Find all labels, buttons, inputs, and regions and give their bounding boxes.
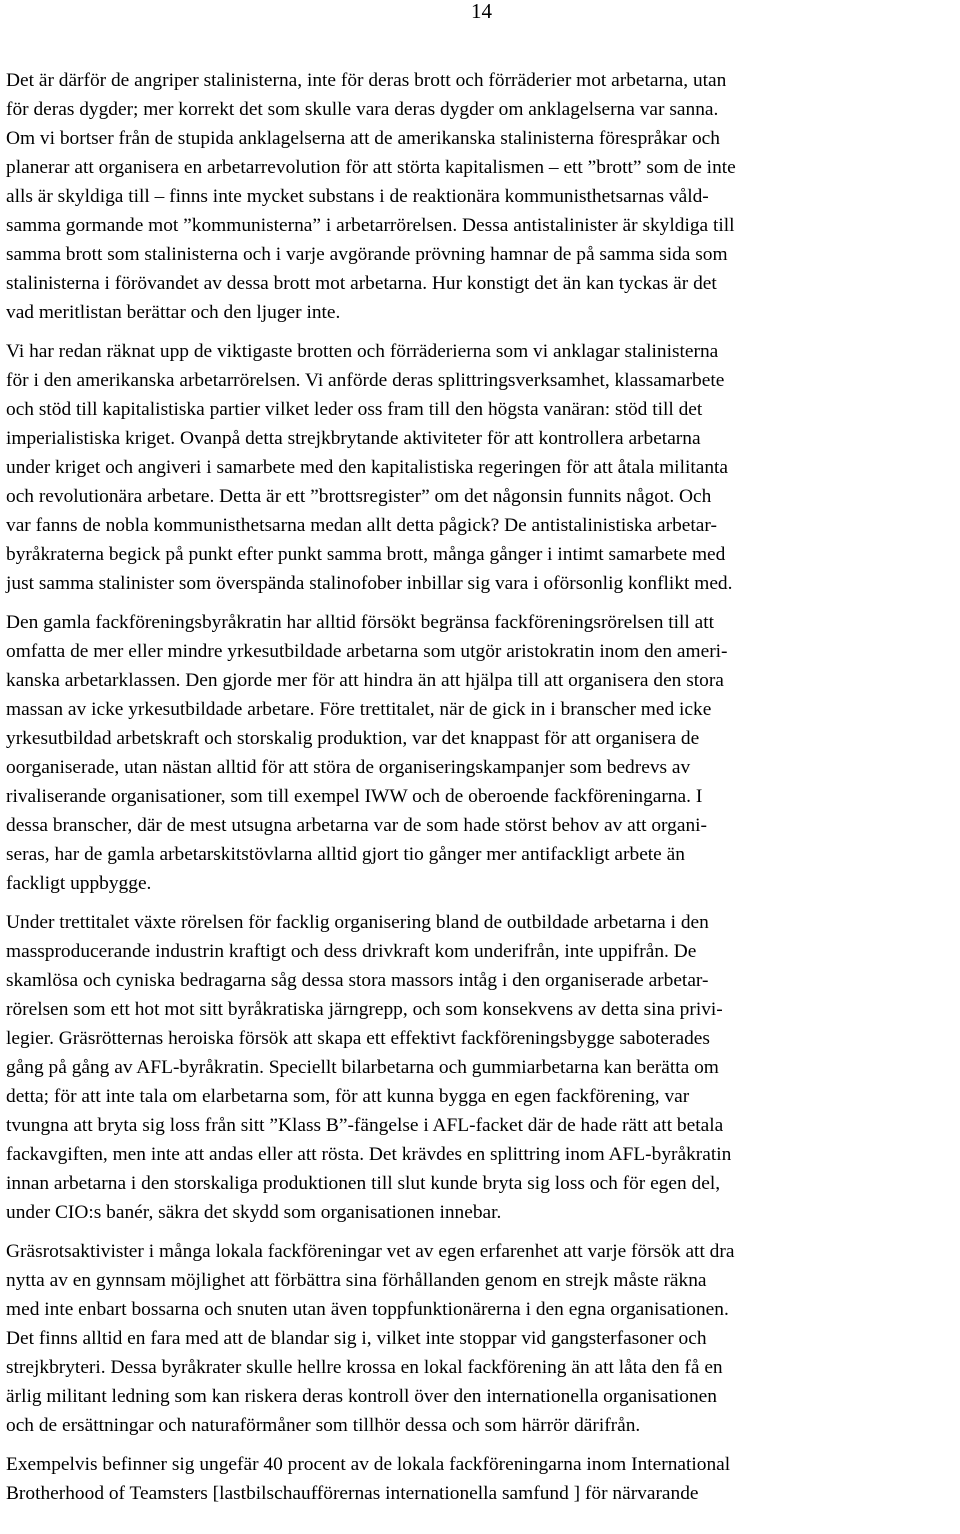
- text-line: legier. Gräsrötternas heroiska försök att skapa ett effektivt fackföreningsbygge saboterades: [6, 1028, 710, 1049]
- text-line: och revolutionära arbetare. Detta är ett ”brottsregister” om det någonsin funnits något. Och: [6, 486, 712, 507]
- text-line: Den gamla fackföreningsbyråkratin har alltid försökt begränsa fackföreningsrörelsen till att: [6, 612, 715, 633]
- text-line: Gräsrotsaktivister i många lokala fackföreningar vet av egen erfarenhet att varje försök att dra: [6, 1241, 735, 1262]
- text-line: rivaliserande organisationer, som till exempel IWW och de oberoende fackföreningarna. I: [6, 786, 703, 807]
- text-line: nytta av en gynnsam möjlighet att förbättra sina förhållanden genom en strejk måste räkna: [6, 1270, 707, 1291]
- paragraph: [6, 337, 958, 598]
- text-line: stalinisterna i förövandet av dessa brott mot arbetarna. Hur konstigt det än kan tyckas är det: [6, 273, 717, 294]
- text-line: samma gormande mot ”kommunisterna” i arbetarrörelsen. Dessa antistalinister är skyldiga till: [6, 215, 735, 236]
- text-line: Om vi bortser från de stupida anklagelserna att de amerikanska stalinisterna förespråkar och: [6, 128, 720, 149]
- text-line: massproducerande industrin kraftigt och dess drivkraft kom underifrån, inte uppifrån. De: [6, 941, 697, 962]
- text-line: fackavgiften, men inte att andas eller att rösta. Det krävdes en splittring inom AFL-byråkratin: [6, 1144, 732, 1165]
- text-line: omfatta de mer eller mindre yrkesutbildade arbetarna som utgör aristokratin inom den ameri-: [6, 641, 728, 662]
- paragraph: [6, 66, 958, 327]
- text-line: rörelsen som ett hot mot sitt byråkratiska järngrepp, och som konsekvens av detta sina privi-: [6, 999, 723, 1020]
- text-line: tvungna att bryta sig loss från sitt ”Klass B”-fängelse i AFL-facket där de hade rätt att betala: [6, 1115, 724, 1136]
- text-line: vad meritlistan berättar och den ljuger inte.: [6, 302, 341, 323]
- paragraph: [6, 1237, 958, 1440]
- text-line: Under trettitalet växte rörelsen för facklig organisering bland de outbildade arbetarna i den: [6, 912, 709, 933]
- page-number: 14: [471, 0, 492, 23]
- text-line: fackligt uppbygge.: [6, 873, 152, 894]
- text-line: gång på gång av AFL-byråkratin. Speciellt bilarbetarna och gummiarbetarna kan berätta om: [6, 1057, 719, 1078]
- paragraph: [6, 608, 958, 898]
- text-line: Det är därför de angriper stalinisterna, inte för deras brott och förräderier mot arbetarna, utan: [6, 70, 727, 91]
- text-line: innan arbetarna i den storskaliga produktionen till slut kunde bryta sig loss och för egen del,: [6, 1173, 721, 1194]
- text-line: samma brott som stalinisterna och i varje avgörande prövning hamnar de på samma sida som: [6, 244, 728, 265]
- text-line: Exempelvis befinner sig ungefär 40 procent av de lokala fackföreningarna inom International: [6, 1454, 731, 1475]
- text-line: seras, har de gamla arbetarskitstövlarna alltid gjort tio gånger mer antifackligt arbete än: [6, 844, 685, 865]
- text-line: just samma stalinister som överspända stalinofober inbillar sig vara i oförsonlig konflikt med.: [6, 573, 733, 594]
- text-line: med inte enbart bossarna och snuten utan även toppfunktionärerna i den egna organisationen.: [6, 1299, 729, 1320]
- text-line: var fanns de nobla kommunisthetsarna medan allt detta pågick? De antistalinistiska arbetar-: [6, 515, 717, 536]
- text-line: ärlig militant ledning som kan riskera deras kontroll över den internationella organisationen: [6, 1386, 717, 1407]
- text-line: och de ersättningar och naturaförmåner som tillhör dessa och som härrör därifrån.: [6, 1415, 641, 1436]
- text-line: under kriget och angiveri i samarbete med den kapitalistiska regeringen för att åtala militanta: [6, 457, 729, 478]
- text-line: skamlösa och cyniska bedragarna såg dessa stora massors intåg i den organiserade arbetar-: [6, 970, 709, 991]
- text-line: Brotherhood of Teamsters [lastbilschaufförernas internationella samfund ] för närvarande: [6, 1483, 699, 1504]
- text-line: imperialistiska kriget. Ovanpå detta strejkbrytande aktiviteter för att kontrollera arbetarna: [6, 428, 701, 449]
- paragraph: [6, 908, 958, 1227]
- text-line: yrkesutbildad arbetskraft och storskalig produktion, var det knappast för att organisera de: [6, 728, 700, 749]
- text-line: massan av icke yrkesutbildade arbetare. Före trettitalet, när de gick in i branscher med icke: [6, 699, 712, 720]
- text-line: och stöd till kapitalistiska partier vilket leder oss fram till den högsta vanäran: stöd till det: [6, 399, 703, 420]
- text-line: för i den amerikanska arbetarrörelsen. Vi anförde deras splittringsverksamhet, klassamarbete: [6, 370, 725, 391]
- text-line: Vi har redan räknat upp de viktigaste brotten och förräderierna som vi anklagar stalinisterna: [6, 341, 719, 362]
- text-line: dessa branscher, där de mest utsugna arbetarna var de som hade störst behov av att organi-: [6, 815, 707, 836]
- text-line: oorganiserade, utan nästan alltid för att störa de organiseringskampanjer som bedrevs av: [6, 757, 691, 778]
- text-line: under CIO:s banér, säkra det skydd som organisationen innebar.: [6, 1202, 502, 1223]
- text-line: kanska arbetarklassen. Den gjorde mer för att hindra än att hjälpa till att organisera den stora: [6, 670, 724, 691]
- text-line: planerar att organisera en arbetarrevolution för att störta kapitalismen – ett ”brott” som de inte: [6, 157, 736, 178]
- text-line: alls är skyldiga till – finns inte mycket substans i de reaktionära kommunisthetsarnas våld-: [6, 186, 709, 207]
- text-line: strejkbryteri. Dessa byråkrater skulle hellre krossa en lokal fackförening än att låta den få en: [6, 1357, 723, 1378]
- paragraph: [6, 1450, 958, 1508]
- text-line: Det finns alltid en fara med att de blandar sig i, vilket inte stoppar vid gangsterfasoner och: [6, 1328, 707, 1349]
- text-line: för deras dygder; mer korrekt det som skulle vara deras dygder om anklagelserna var sanna.: [6, 99, 719, 120]
- text-line: byråkraterna begick på punkt efter punkt samma brott, många gånger i intimt samarbete med: [6, 544, 726, 565]
- document-body: [6, 66, 958, 1518]
- text-line: detta; för att inte tala om elarbetarna som, för att kunna bygga en egen fackförening, var: [6, 1086, 690, 1107]
